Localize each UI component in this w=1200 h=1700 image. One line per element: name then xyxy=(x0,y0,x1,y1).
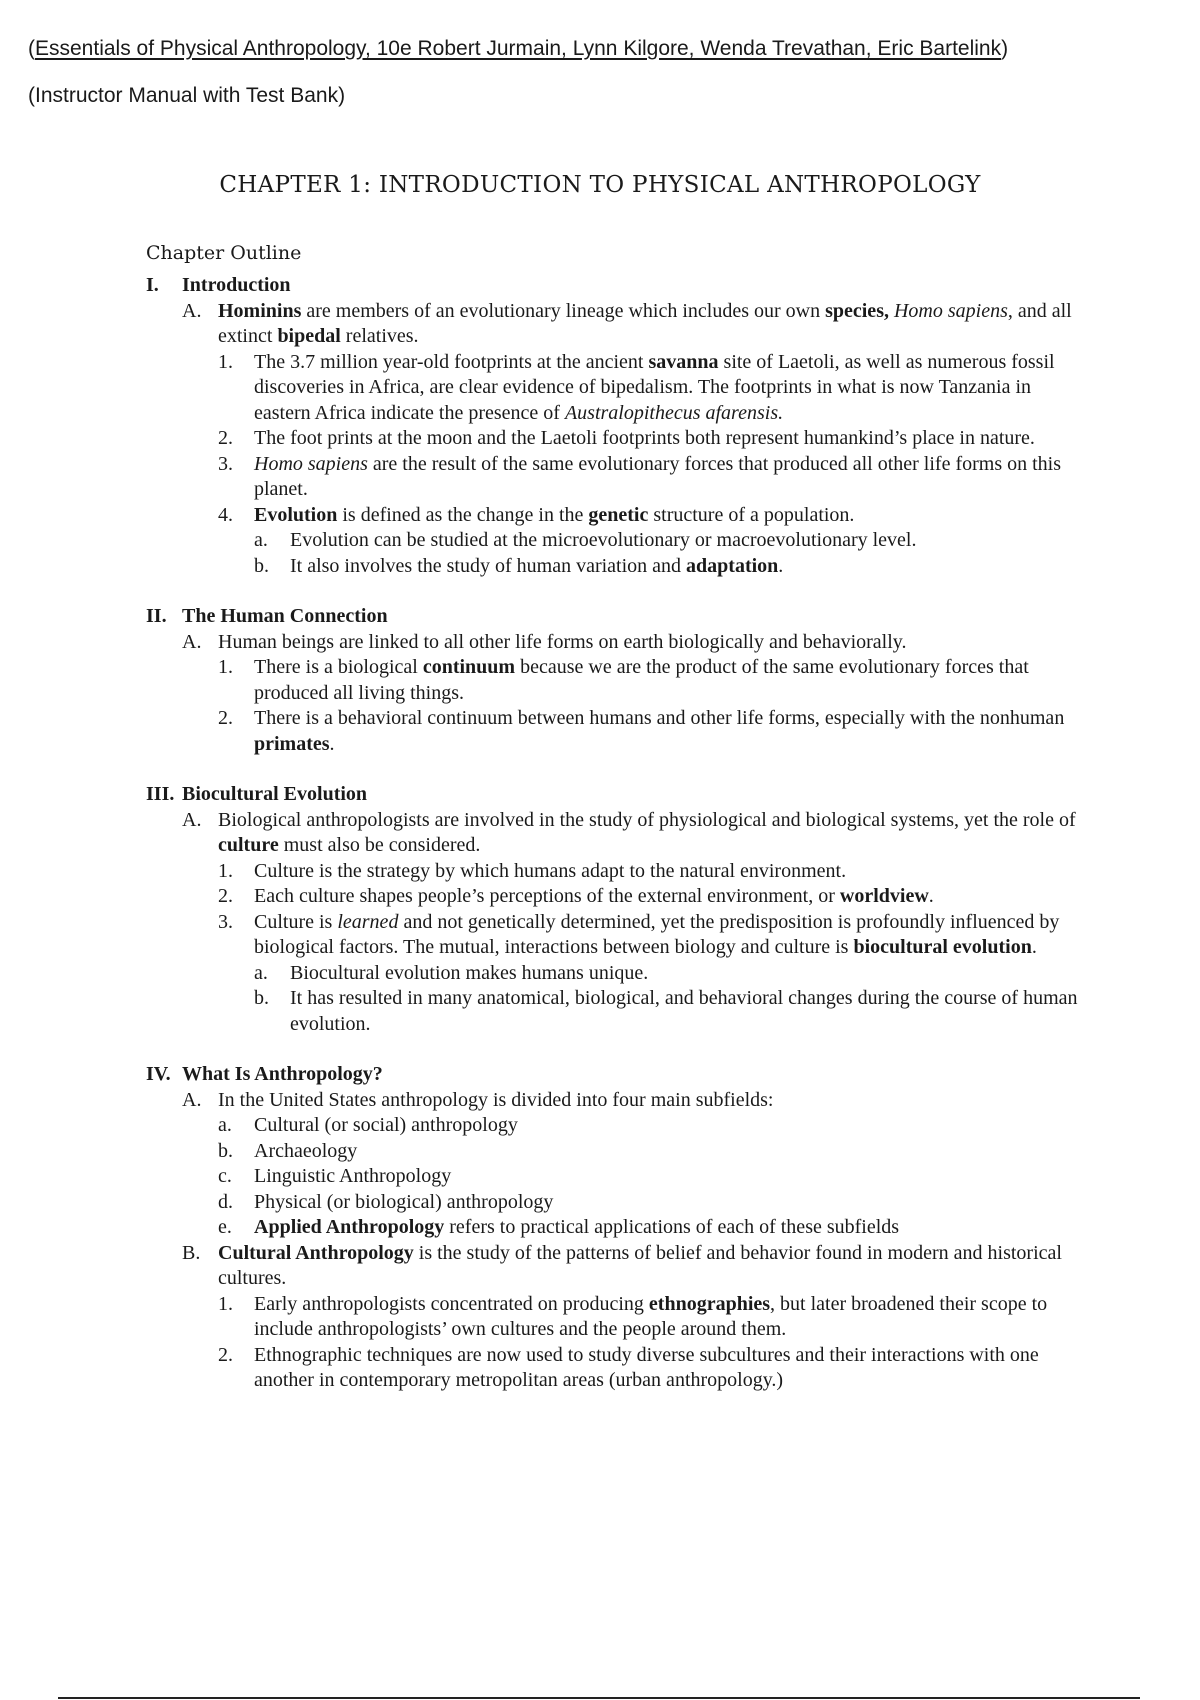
item-label: 1. xyxy=(218,350,233,373)
item-text: Biological anthropologists are involved in the study of physiological and biological systems, yet the role of culture must also be considered. xyxy=(218,808,1076,856)
item-text: There is a behavioral continuum between humans and other life forms, especially with the nonhuman primates. xyxy=(254,707,1065,755)
section-title: What Is Anthropology? xyxy=(182,1063,383,1085)
item-text: The foot prints at the moon and the Laetoli footprints both represent humankind’s place in nature. xyxy=(254,427,1035,449)
outline-item xyxy=(218,706,1086,757)
book-title-link-text: Essentials of Physical Anthropology, 10e Robert Jurmain, Lynn Kilgore, Wenda Trevathan, Eric Bartelink xyxy=(35,37,1002,60)
outline-item xyxy=(254,986,1086,1037)
item-label: A. xyxy=(182,299,202,322)
item-text: Linguistic Anthropology xyxy=(254,1165,452,1187)
item-label: e. xyxy=(218,1216,232,1238)
item-text: There is a biological continuum because we are the product of the same evolutionary forces that produced all living things. xyxy=(254,656,1029,704)
item-label: c. xyxy=(218,1165,232,1187)
item-text: Culture is the strategy by which humans adapt to the natural environment. xyxy=(254,859,847,882)
item-label: 1. xyxy=(218,859,233,882)
outline-item xyxy=(218,859,1086,885)
outline-item xyxy=(218,426,1086,452)
item-text: Human beings are linked to all other life forms on earth biologically and behaviorally. xyxy=(218,630,907,653)
item-label: 4. xyxy=(218,503,233,526)
section-heading xyxy=(146,1062,1086,1088)
chapter-outline xyxy=(146,273,1086,1394)
book-title-line xyxy=(28,36,1008,62)
item-label: 3. xyxy=(218,452,233,475)
item-text: It has resulted in many anatomical, biological, and behavioral changes during the course of human evolution. xyxy=(290,987,1078,1035)
item-text: Each culture shapes people’s perceptions of the external environment, or worldview. xyxy=(254,885,934,907)
outline-item xyxy=(218,1164,1086,1190)
outline-item xyxy=(218,1190,1086,1216)
item-label: 2. xyxy=(218,1343,233,1366)
outline-label: Chapter Outline xyxy=(146,242,302,264)
item-text: Homo sapiens are the result of the same evolutionary forces that produced all other life forms on this planet. xyxy=(254,452,1061,500)
item-label: 1. xyxy=(218,656,233,678)
outline-item xyxy=(218,452,1086,503)
item-label: A. xyxy=(182,1088,202,1111)
outline-item xyxy=(218,1343,1086,1394)
item-label: B. xyxy=(182,1241,201,1264)
outline-item xyxy=(182,1088,1086,1114)
item-text: Hominins are members of an evolutionary lineage which includes our own species, Homo sapiens, and all extinct bipedal relatives. xyxy=(218,299,1072,347)
section-title: Biocultural Evolution xyxy=(182,783,368,805)
item-label: A. xyxy=(182,808,202,831)
item-label: b. xyxy=(218,1139,233,1162)
section-numeral: II. xyxy=(146,605,167,627)
item-label: b. xyxy=(254,554,269,577)
section-title: Introduction xyxy=(182,274,291,296)
item-text: Biocultural evolution makes humans unique. xyxy=(290,961,649,984)
item-label: d. xyxy=(218,1190,233,1213)
section-heading xyxy=(146,273,1086,299)
footer-divider xyxy=(58,1697,1140,1699)
outline-item xyxy=(218,1292,1086,1343)
outline-item xyxy=(182,299,1086,350)
outline-item xyxy=(218,1113,1086,1139)
item-label: a. xyxy=(218,1114,232,1136)
section-heading xyxy=(146,604,1086,630)
outline-item xyxy=(218,1139,1086,1165)
section-title: The Human Connection xyxy=(182,605,388,627)
outline-item xyxy=(254,961,1086,987)
outline-item xyxy=(182,808,1086,859)
outline-item xyxy=(254,554,1086,580)
item-text: It also involves the study of human variation and adaptation. xyxy=(290,554,784,577)
section-heading xyxy=(146,782,1086,808)
outline-item xyxy=(182,630,1086,656)
outline-item xyxy=(218,503,1086,529)
item-label: 2. xyxy=(218,885,233,907)
item-text: In the United States anthropology is divided into four main subfields: xyxy=(218,1088,774,1111)
outline-item xyxy=(218,655,1086,706)
item-label: 2. xyxy=(218,707,233,729)
outline-item xyxy=(254,528,1086,554)
item-text: Early anthropologists concentrated on producing ethnographies, but later broadened their scope to include anthropologists’ own cultures and the people around them. xyxy=(254,1292,1048,1340)
close-paren: ) xyxy=(1001,37,1009,60)
outline-item xyxy=(218,350,1086,427)
item-text: Physical (or biological) anthropology xyxy=(254,1190,554,1213)
section-numeral: III. xyxy=(146,783,175,805)
item-text: Evolution can be studied at the microevolutionary or macroevolutionary level. xyxy=(290,529,917,551)
item-label: b. xyxy=(254,987,269,1009)
outline-item xyxy=(218,910,1086,961)
item-text: Archaeology xyxy=(254,1139,358,1162)
item-text: Cultural (or social) anthropology xyxy=(254,1114,518,1136)
item-label: 2. xyxy=(218,427,233,449)
outline-item xyxy=(218,884,1086,910)
item-text: Cultural Anthropology is the study of the patterns of belief and behavior found in modern and historical cultures. xyxy=(218,1241,1062,1289)
item-label: a. xyxy=(254,529,268,551)
section-numeral: I. xyxy=(146,274,159,296)
item-text: The 3.7 million year-old footprints at the ancient savanna site of Laetoli, as well as numerous fossil discoveries in Africa, are clear evidence of bipedalism. The footprints in what is now Tanzania in eastern Africa indicate the presence of Australopithecus afarensis. xyxy=(254,350,1055,424)
item-text: Ethnographic techniques are now used to study diverse subcultures and their interactions with one another in contemporary metropolitan areas (urban anthropology.) xyxy=(254,1343,1039,1391)
item-label: a. xyxy=(254,961,268,984)
item-text: Evolution is defined as the change in the genetic structure of a population. xyxy=(254,503,855,526)
section-numeral: IV. xyxy=(146,1063,171,1085)
item-text: Applied Anthropology refers to practical applications of each of these subfields xyxy=(254,1216,900,1238)
item-label: 1. xyxy=(218,1292,233,1315)
item-label: A. xyxy=(182,630,202,653)
item-text: Culture is learned and not genetically determined, yet the predisposition is profoundly influenced by biological factors. The mutual, interactions between biology and culture is biocultural evolution. xyxy=(254,910,1060,958)
outline-item xyxy=(182,1241,1086,1292)
item-label: 3. xyxy=(218,910,233,933)
outline-item xyxy=(218,1215,1086,1241)
manual-type-line: (Instructor Manual with Test Bank) xyxy=(28,84,346,107)
chapter-title: CHAPTER 1: INTRODUCTION TO PHYSICAL ANTHROPOLOGY xyxy=(219,172,981,198)
open-paren: ( xyxy=(28,37,35,60)
